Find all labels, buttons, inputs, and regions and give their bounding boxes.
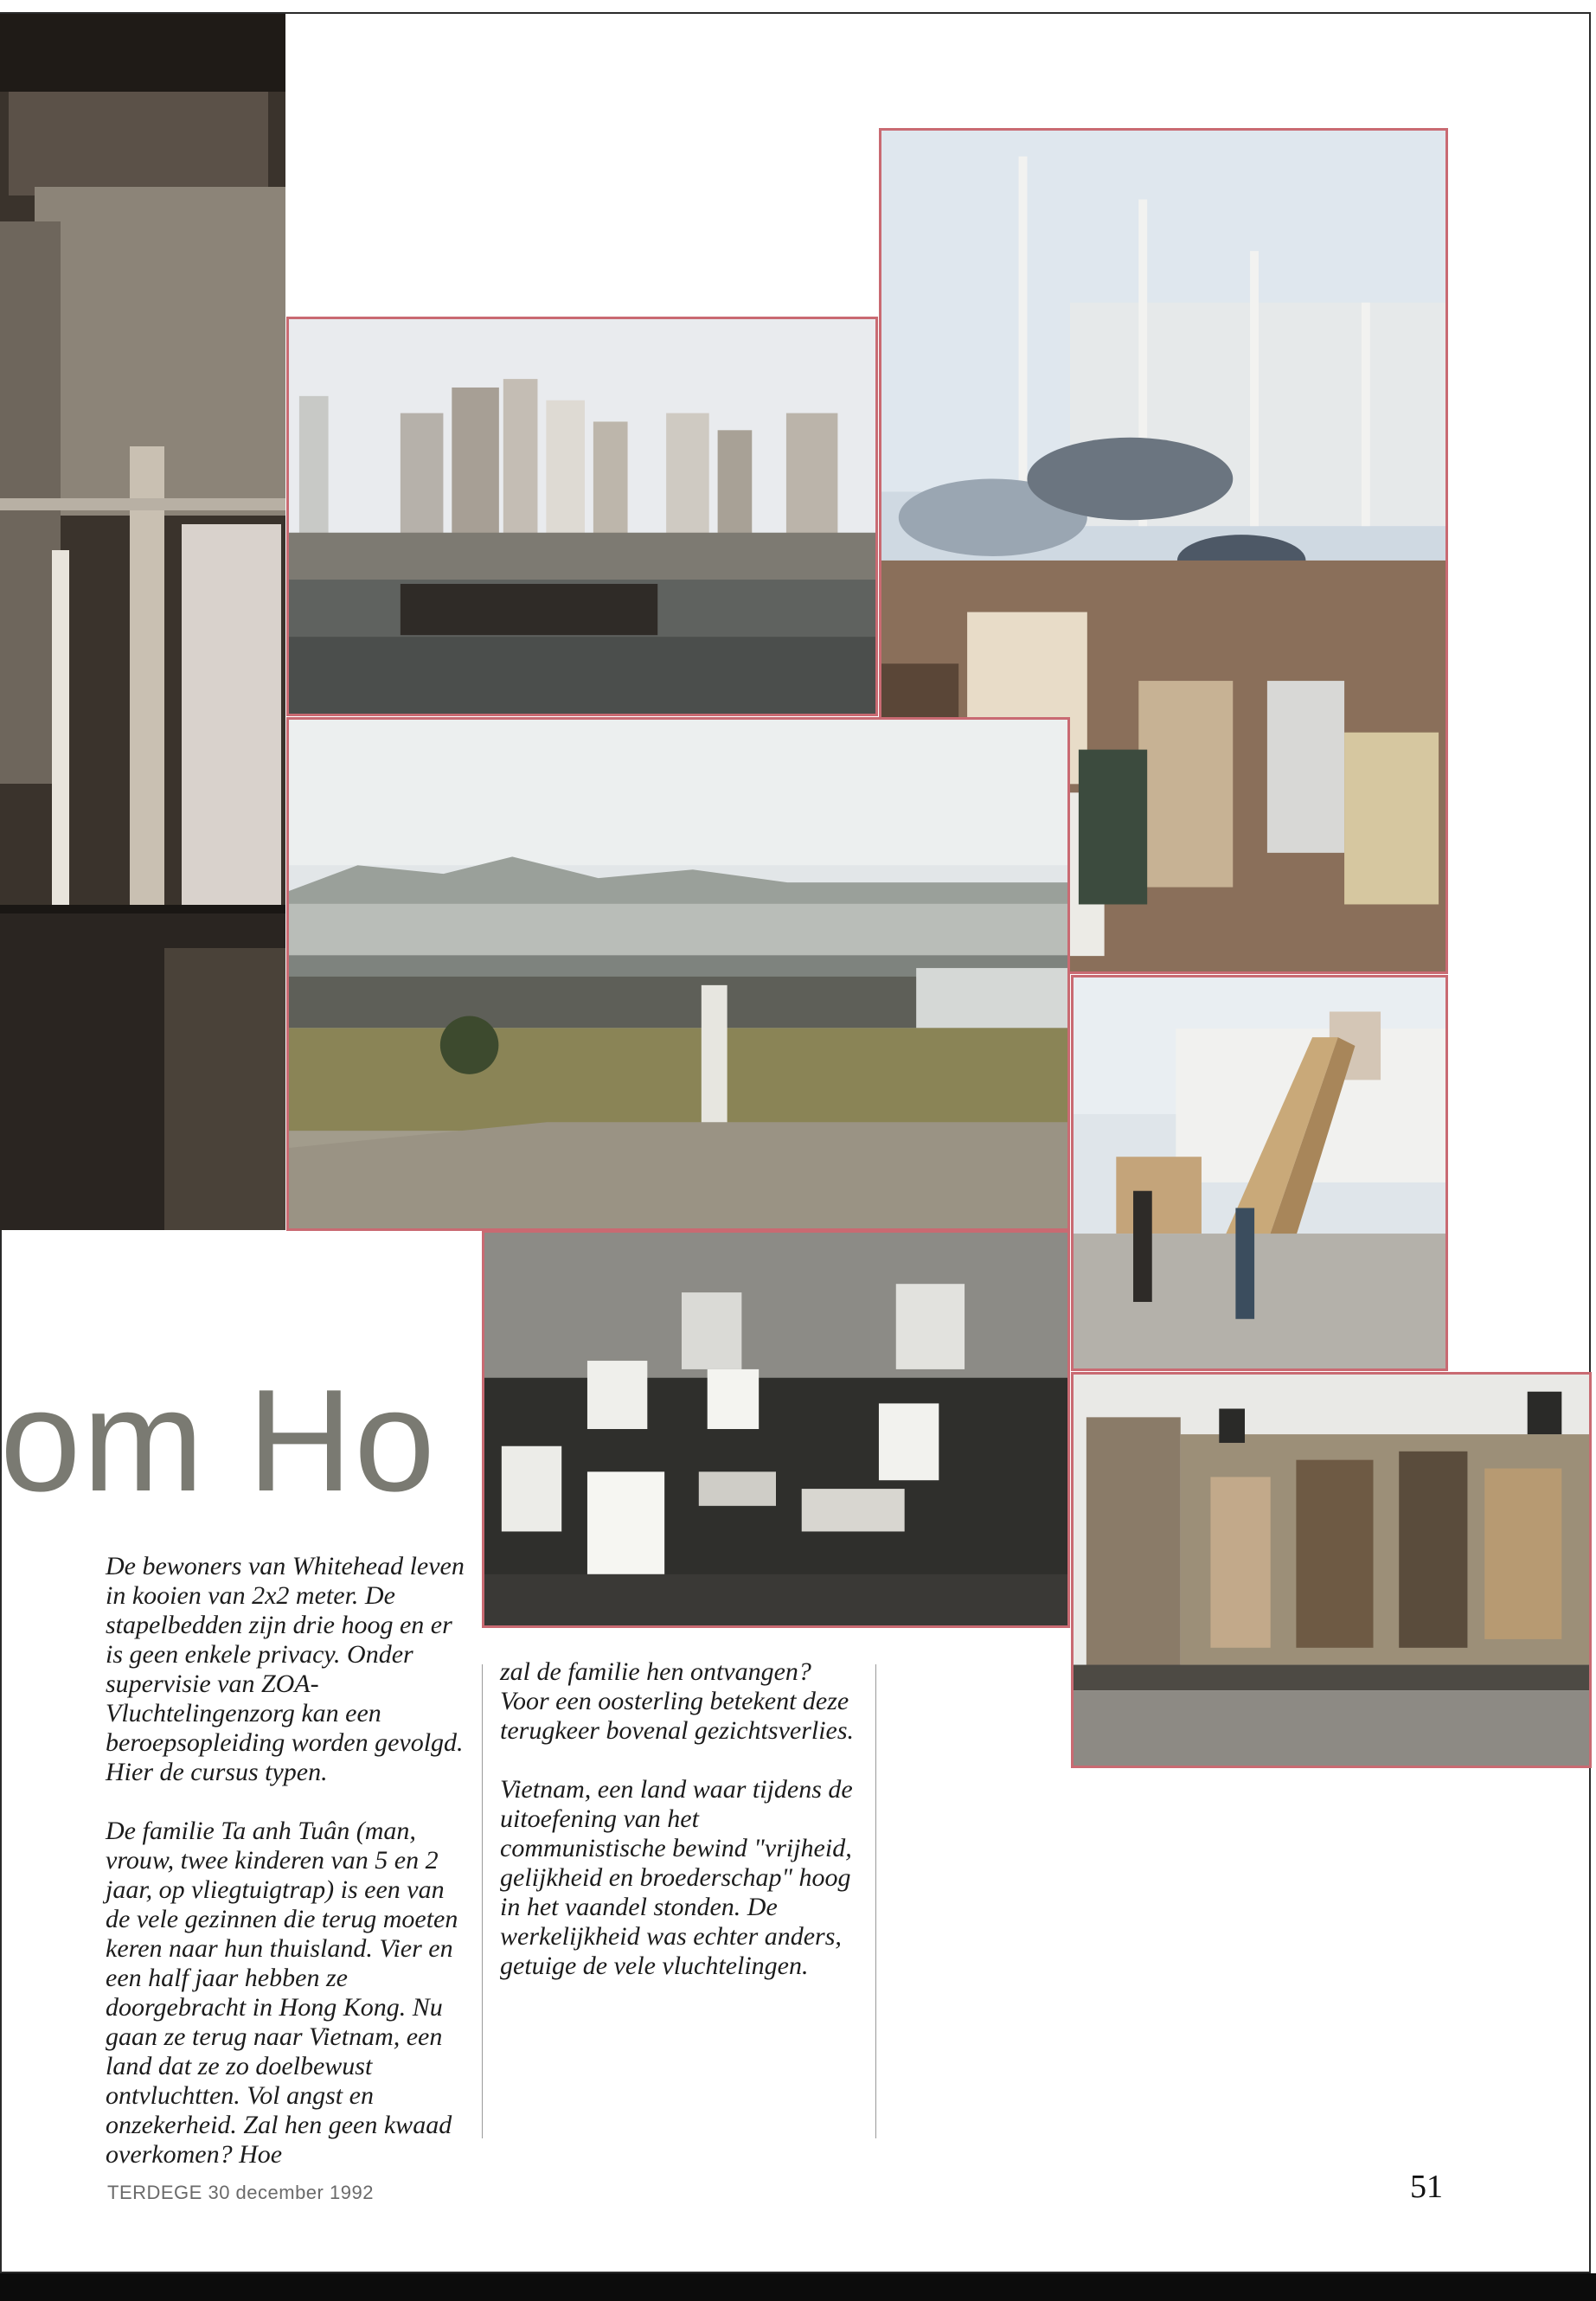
- photo-family-airplane-stairs: [1071, 975, 1448, 1371]
- photo-propaganda-mural: [1071, 1372, 1592, 1768]
- page-number: 51: [1410, 2169, 1443, 2205]
- headline: om Ho: [0, 1359, 437, 1522]
- paragraph: Vietnam, een land waar tijdens de uitoefening van het communistische bewind "vrijheid, gelijkheid en broederschap" hoog in het vaandel stonden. De werkelijkheid was echter anders, getuige de vele vluchtelingen.: [500, 1775, 853, 1980]
- photo-bunk-bed-cages: [0, 14, 285, 1230]
- paragraph: De familie Ta anh Tuân (man, vrouw, twee kinderen van 5 en 2 jaar, op vliegtuigtrap) is een van de vele gezinnen die terug moeten keren naar hun thuisland. Vier en een half jaar hebben ze doorgebracht in Hong Kong. Nu gaan ze terug naar Vietnam, een land dat ze zo doelbewust ontvluchtten. Vol angst en onzekerheid. Zal hen geen kwaad overkomen? Hoe: [106, 1817, 458, 2169]
- photo-hong-kong-skyline: [286, 317, 878, 716]
- paragraph: De bewoners van Whitehead leven in kooien van 2x2 meter. De stapelbedden zijn drie hoog en er is geen enkele privacy. Onder supervisie van ZOA-Vluchtelingenzorg kan een beroepsopleiding worden gevolgd. Hier de cursus typen.: [106, 1552, 465, 1786]
- text-column-left: [106, 1552, 469, 2199]
- paragraph: zal de familie hen ontvangen? Voor een oosterling betekent deze terugkeer bovenal gezichtsverlies.: [500, 1657, 855, 1745]
- scan-edge: [0, 2273, 1596, 2301]
- column-divider: [482, 1664, 483, 2138]
- text-column-right: [500, 1657, 867, 2010]
- footer-magazine-date: TERDEGE 30 december 1992: [107, 2182, 374, 2203]
- photo-typing-course: [482, 1230, 1070, 1628]
- column-divider: [875, 1664, 876, 2138]
- photo-whitehead-camp: [286, 717, 1070, 1231]
